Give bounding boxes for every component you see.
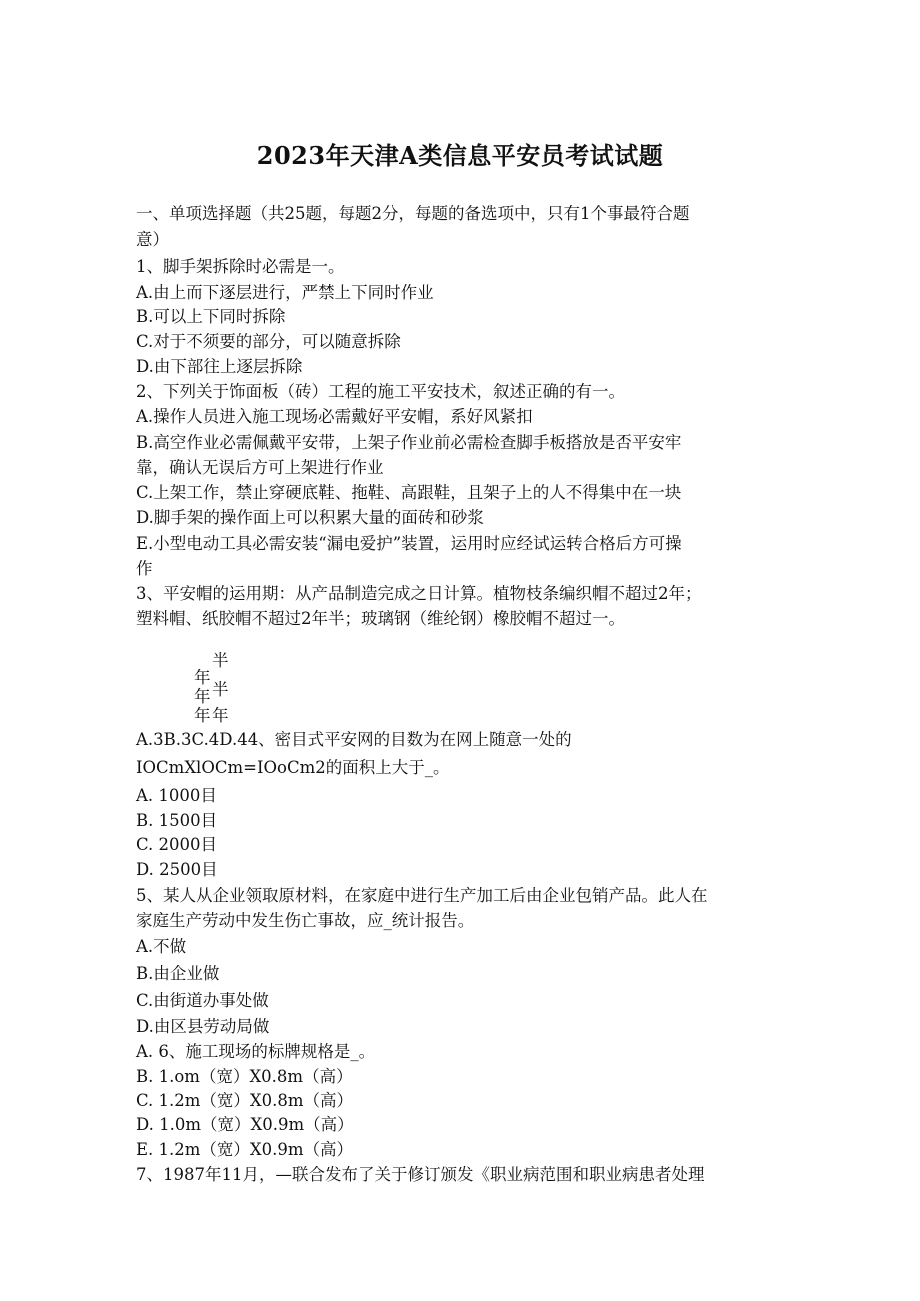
stray-char: 半 [212, 680, 229, 699]
question-6: A. 6、施工现场的标牌规格是_。 [136, 1042, 376, 1061]
q1-option-b: B.可以上下同时拆除 [136, 307, 286, 326]
q2-option-a: A.操作人员进入施工现场必需戴好平安帽，系好风紧扣 [136, 407, 533, 426]
q2-option-e-cont: 作 [136, 559, 153, 578]
question-5: 5、某人从企业领取原材料，在家庭中进行生产加工后由企业包销产品。此人在 [136, 886, 708, 905]
q6-option-d: D. 1.0m（宽）X0.9m（高） [136, 1115, 354, 1134]
q1-option-c: C.对于不须要的部分，可以随意拆除 [136, 332, 401, 351]
question-5-cont: 家庭生产劳动中发生伤亡事故，应_统计报告。 [136, 911, 475, 930]
question-3-cont: 塑料帽、纸胶帽不超过2年半；玻璃钢（维纶钢）橡胶帽不超过一。 [136, 609, 625, 628]
section-heading-cont: 意） [136, 230, 169, 249]
stray-char: 年 [194, 687, 211, 706]
section-heading: 一、单项选择题（共25题，每题2分，每题的备选项中，只有1个事最符合题 [136, 204, 690, 223]
question-1: 1、脚手架拆除时必需是一。 [136, 257, 345, 276]
q3-options-q4: A.3B.3C.4D.44、密目式平安网的目数为在网上随意一处的 [136, 730, 572, 749]
q4-option-c: C. 2000目 [136, 835, 218, 854]
page-title: 2023年天津A类信息平安员考试试题 [256, 141, 664, 170]
q4-option-b: B. 1500目 [136, 811, 218, 830]
stray-char: 年 [194, 668, 211, 687]
q2-option-c: C.上架工作，禁止穿硬底鞋、拖鞋、高跟鞋，且架子上的人不得集中在一块 [136, 483, 682, 502]
q5-option-c: C.由街道办事处做 [136, 991, 269, 1010]
q2-option-b-cont: 靠，确认无误后方可上架进行作业 [136, 458, 384, 477]
q2-option-d: D.脚手架的操作面上可以积累大量的面砖和砂浆 [136, 508, 484, 527]
question-2: 2、下列关于饰面板（砖）工程的施工平安技术，叙述正确的有一。 [136, 382, 625, 401]
stray-char: 年 [212, 706, 229, 725]
question-4-cont: IOCmXlOCm=IOoCm2的面积上大于_。 [136, 758, 450, 777]
q6-option-e: E. 1.2m（宽）X0.9m（高） [136, 1140, 354, 1159]
q2-option-e: E.小型电动工具必需安装“漏电爱护”装置，运用时应经试运转合格后方可操 [136, 534, 682, 553]
question-7: 7、1987年11月，—联合发布了关于修订颁发《职业病范围和职业病患者处理 [136, 1165, 705, 1184]
q4-option-d: D. 2500目 [136, 860, 218, 879]
q2-option-b: B.高空作业必需佩戴平安带，上架子作业前必需检查脚手板搭放是否平安牢 [136, 433, 682, 452]
q1-option-d: D.由下部往上逐层拆除 [136, 357, 303, 376]
q6-option-b: B. 1.om（宽）X0.8m（高） [136, 1067, 353, 1086]
stray-char: 半 [212, 651, 229, 670]
q6-option-c: C. 1.2m（宽）X0.8m（高） [136, 1091, 354, 1110]
question-3: 3、平安帽的运用期：从产品制造完成之日计算。植物枝条编织帽不超过2年； [136, 584, 702, 603]
q1-option-a: A.由上而下逐层进行，严禁上下同时作业 [136, 283, 434, 302]
q5-option-d: D.由区县劳动局做 [136, 1017, 270, 1036]
q5-option-a: A.不做 [136, 937, 187, 956]
stray-char: 年 [194, 706, 211, 725]
q4-option-a: A. 1000目 [136, 786, 217, 805]
q5-option-b: B.由企业做 [136, 964, 220, 983]
